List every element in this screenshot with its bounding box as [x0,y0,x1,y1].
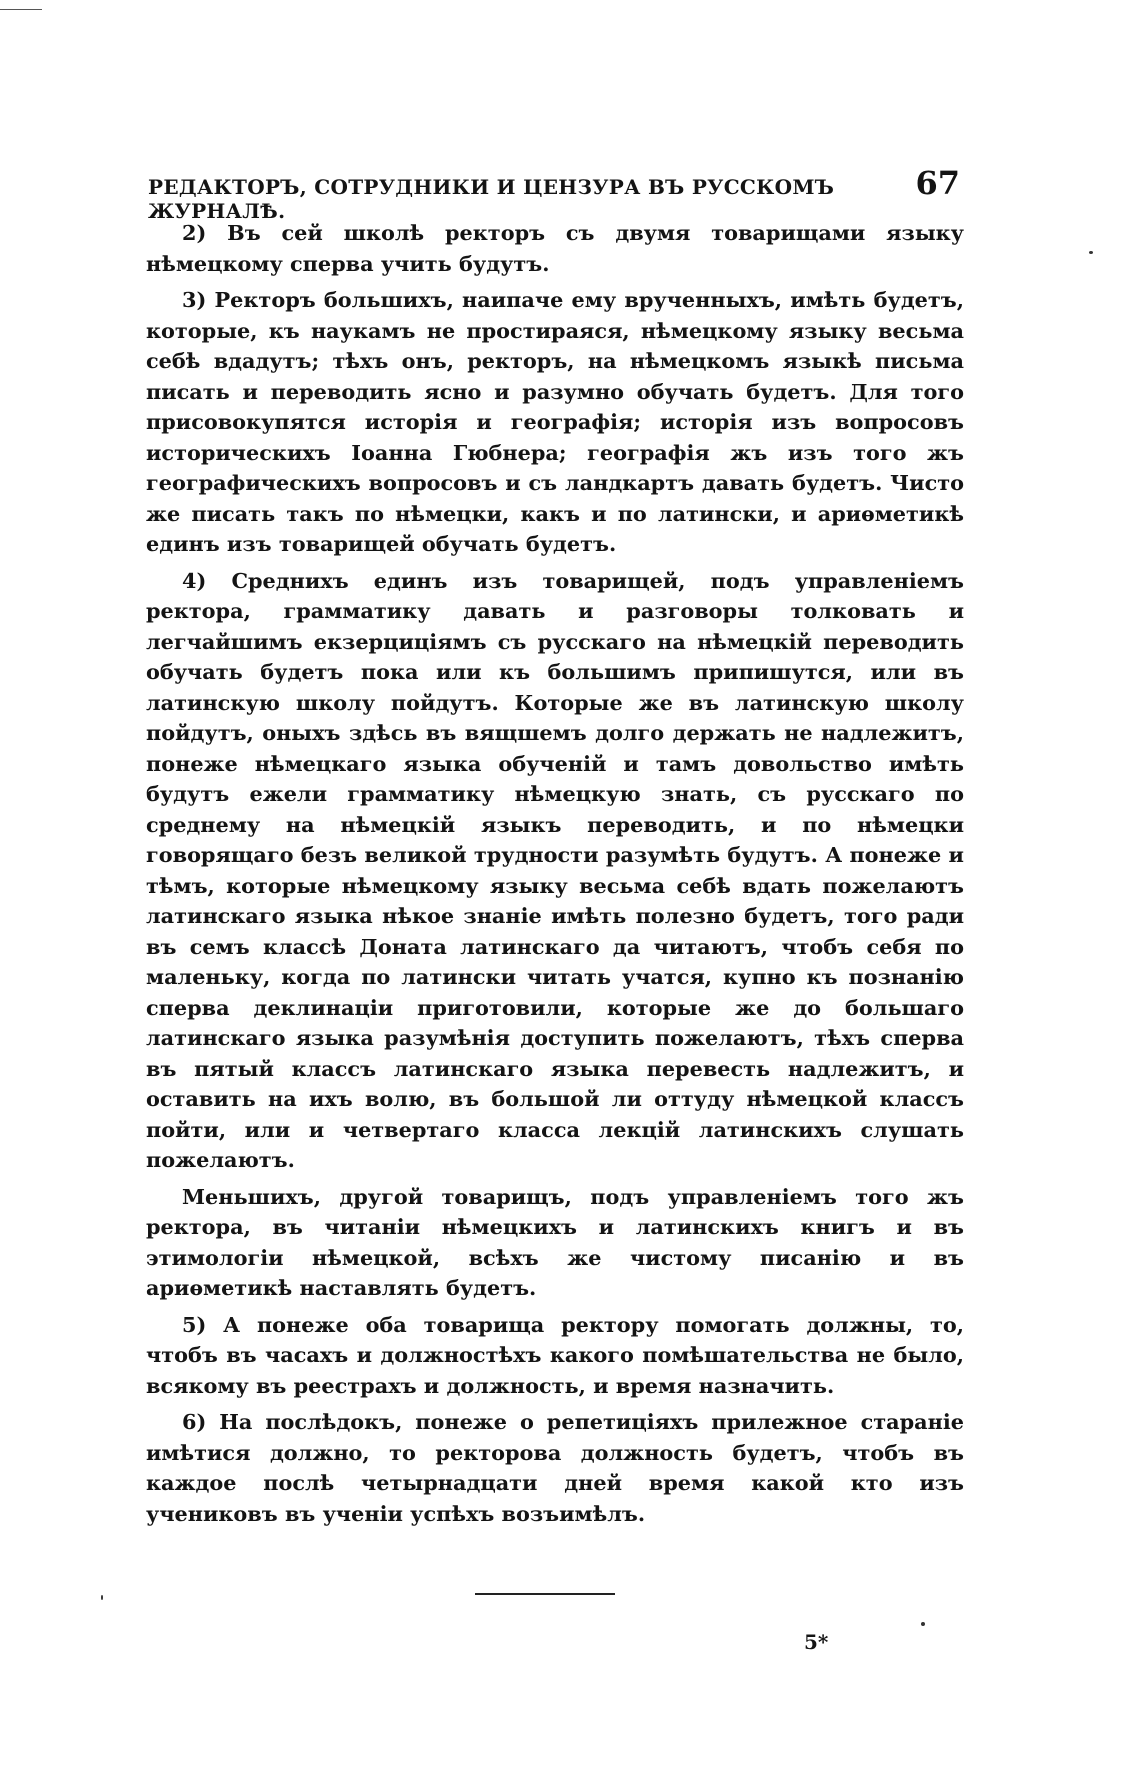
ink-speck [921,1622,925,1626]
book-page [146,164,964,1529]
paragraph: 3) Ректоръ большихъ, наипаче ему врученныхъ, имѣть будетъ, которые, къ наукамъ не простираяся, нѣмецкому языку весьма себѣ вдадутъ; тѣхъ онъ, ректоръ, на нѣмецкомъ языкѣ письма писать и переводить ясно и разумно обучать будетъ. Для того присовокупятся исторія и географія; исторія изъ вопросовъ историческихъ Іоанна Гюбнера; географія жъ изъ того жъ географическихъ вопросовъ и съ ландкартъ давать будетъ. Чисто же писать такъ по нѣмецки, какъ и по латински, и ариѳметикѣ единъ изъ товарищей обучать будетъ. [146,287,964,556]
paragraph: 5) А понеже оба товарища ректору помогать должны, то, чтобъ въ часахъ и должностѣхъ какого помѣшательства не было, всякому въ реестрахъ и должность, и время назначить. [146,1311,964,1398]
section-end-rule [475,1593,615,1595]
running-title: РЕДАКТОРЪ, СОТРУДНИКИ И ЦЕНЗУРА ВЪ РУССКОМЪ ЖУРНАЛѢ. [148,175,835,223]
ink-speck [101,1595,103,1600]
paragraph: 6) На послѣдокъ, понеже о репетиціяхъ прилежное стараніе имѣтися должно, то ректорова должность будетъ, чтобъ въ каждое послѣ четырнадцати дней время какой кто изъ учениковъ въ ученіи успѣхъ возъимѣлъ. [146,1409,964,1526]
paragraph: Меньшихъ, другой товарищъ, подъ управленіемъ того жъ ректора, въ читаніи нѣмецкихъ и латинскихъ книгъ и въ этимологіи нѣмецкой, всѣхъ же чистому писанію и въ ариѳметикѣ наставлять будетъ. [146,1183,964,1300]
ink-speck [1089,251,1093,254]
running-header [146,164,964,223]
signature-mark: 5* [804,1630,829,1654]
paragraph: 4) Среднихъ единъ изъ товарищей, подъ управленіемъ ректора, грамматику давать и разговоры толковать и легчайшимъ екзерциціямъ съ русскаго на нѣмецкій переводить обучать будетъ пока или къ большимъ припишутся, или въ латинскую школу пойдутъ. Которые же въ латинскую школу пойдутъ, оныхъ здѣсь въ вящшемъ долго держать не надлежитъ, понеже нѣмецкаго языка обученій и тамъ довольство имѣть будутъ ежели грамматику нѣмецкую знать, съ русскаго по среднему на нѣмецкій языкъ переводить, и по нѣмецки говорящаго безъ великой трудности разумѣть будутъ. А понеже и тѣмъ, которые нѣмецкому языку весьма себѣ вдать пожелаютъ латинскаго языка нѣкое знаніе имѣть полезно будетъ, того ради въ семъ классѣ Доната латинскаго да читаютъ, чтобъ себя по маленьку, когда по латински читать учатся, купно къ познанію сперва деклинаціи приготовили, которые же до большаго латинскаго языка разумѣнія доступить пожелаютъ, тѣхъ сперва въ пятый классъ латинскаго языка перевесть надлежитъ, и оставить на ихъ волю, въ большой ли оттуду нѣмецкой классъ пойти, или и четвертаго класса лекцій латинскихъ слушать пожелаютъ. [146,567,964,1172]
top-edge-rule [0,9,42,10]
body-text [146,218,964,1529]
page-number: 67 [915,164,960,202]
paragraph: 2) Въ сей школѣ ректоръ съ двумя товарищами языку нѣмецкому сперва учить будутъ. [146,220,964,276]
